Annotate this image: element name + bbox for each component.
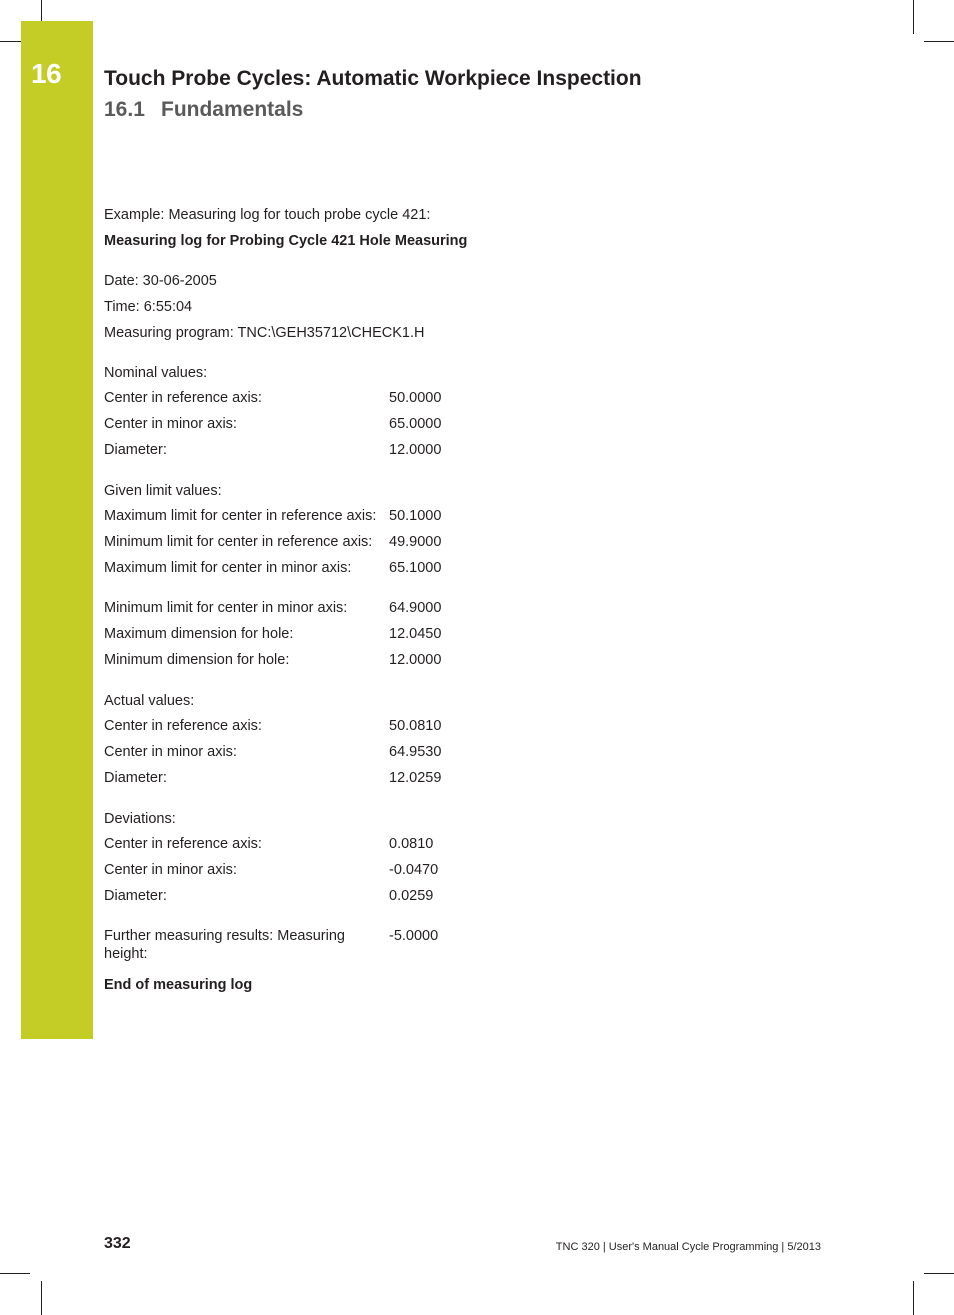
chapter-sidebar [21, 21, 93, 1039]
table-row: Maximum limit for center in reference axis: 50.1000 [104, 508, 442, 524]
log-program: Measuring program: TNC:\GEH35712\CHECK1.H [104, 325, 425, 341]
actual-heading: Actual values: [104, 693, 195, 709]
log-date: Date: 30-06-2005 [104, 273, 217, 289]
measuring-log [104, 205, 524, 1001]
table-row: Maximum limit for center in minor axis: 65.1000 [104, 560, 442, 576]
table-row: Center in reference axis: 0.0810 [104, 836, 434, 852]
log-time: Time: 6:55:04 [104, 299, 193, 315]
crop-mark [913, 0, 914, 34]
crop-mark [41, 1281, 42, 1315]
table-row: Minimum dimension for hole: 12.0000 [104, 652, 442, 668]
section-number: 16.1 [104, 98, 145, 121]
page-number: 332 [104, 1235, 131, 1252]
table-row: Center in minor axis: 64.9530 [104, 744, 442, 760]
table-row: Center in reference axis: 50.0000 [104, 390, 442, 406]
table-row: Center in minor axis: 65.0000 [104, 416, 442, 432]
table-row: Diameter: 12.0259 [104, 770, 442, 786]
deviations-heading: Deviations: [104, 811, 176, 827]
crop-mark [0, 1273, 30, 1274]
table-row: Center in reference axis: 50.0810 [104, 718, 442, 734]
intro-text: Example: Measuring log for touch probe cycle 421: [104, 207, 431, 223]
crop-mark [913, 1281, 914, 1315]
end-of-log: End of measuring log [104, 977, 253, 993]
table-row: Diameter: 12.0000 [104, 442, 442, 458]
crop-mark [924, 41, 954, 42]
table-row: Further measuring results: Measuring height: -5.0000 [104, 928, 439, 962]
nominal-heading: Nominal values: [104, 365, 208, 381]
table-row: Center in minor axis: -0.0470 [104, 862, 439, 878]
table-row: Diameter: 0.0259 [104, 888, 434, 904]
log-title: Measuring log for Probing Cycle 421 Hole Measuring [104, 233, 468, 249]
chapter-number: 16 [31, 58, 62, 89]
chapter-title: Touch Probe Cycles: Automatic Workpiece Inspection [104, 67, 642, 90]
crop-mark [924, 1273, 954, 1274]
limits-heading: Given limit values: [104, 483, 222, 499]
table-row: Maximum dimension for hole: 12.0450 [104, 626, 442, 642]
table-row: Minimum limit for center in reference axis: 49.9000 [104, 534, 442, 550]
section-title [104, 98, 303, 122]
footer-text: TNC 320 | User's Manual Cycle Programming | 5/2013 [555, 1241, 821, 1253]
section-name: Fundamentals [161, 98, 304, 121]
table-row: Minimum limit for center in minor axis: 64.9000 [104, 600, 442, 616]
